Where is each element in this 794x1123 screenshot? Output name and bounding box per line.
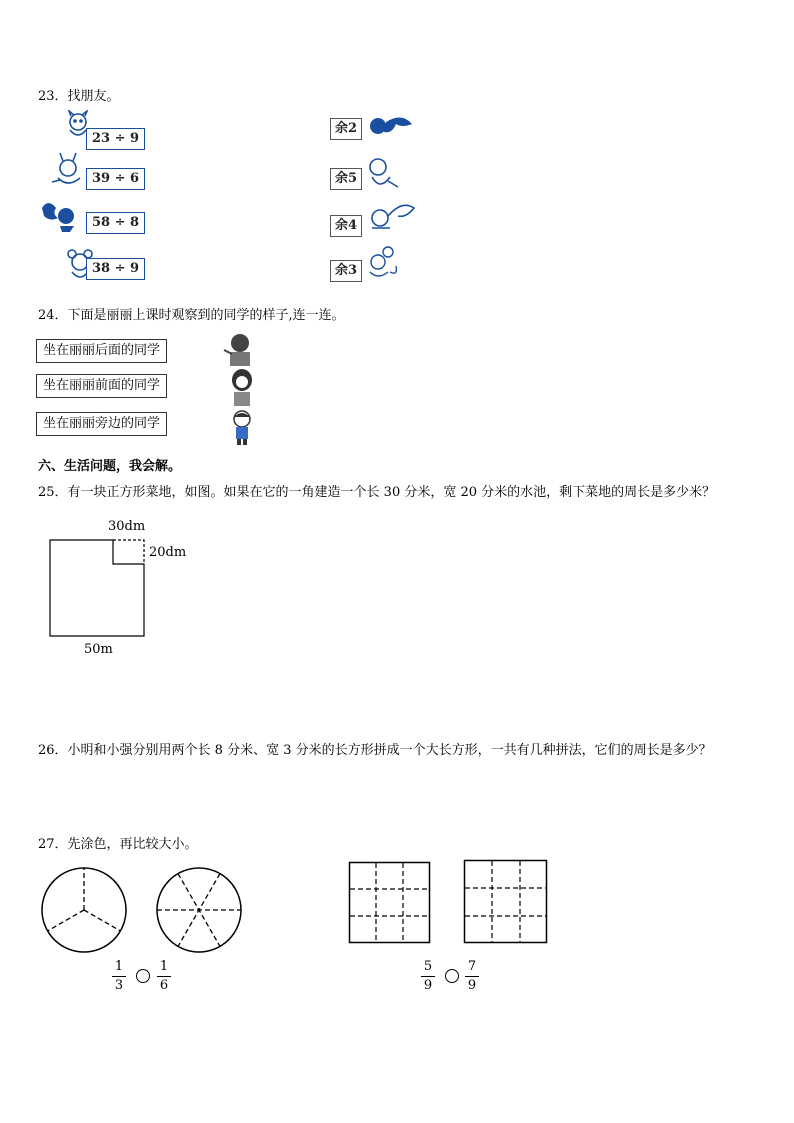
rabbit-icon [48, 152, 90, 188]
division-card[interactable]: 39 ÷ 6 [86, 168, 145, 190]
square-ninths-diagram-a[interactable] [348, 861, 432, 945]
seat-option-side[interactable]: 坐在丽丽旁边的同学 [36, 412, 167, 436]
rabbit-icon [362, 155, 402, 193]
fraction-seven-ninths: 7 9 [465, 959, 479, 994]
circle-thirds-diagram[interactable] [38, 864, 130, 956]
q27-title: 27．先涂色，再比较大小。 [38, 837, 198, 852]
label-20dm: 20dm [149, 545, 187, 560]
label-30dm: 30dm [108, 519, 146, 534]
fraction-one-sixth: 1 6 [157, 959, 171, 994]
fraction-five-ninths: 5 9 [421, 959, 435, 994]
squirrel-icon [362, 112, 414, 140]
q24-title: 24．下面是丽丽上课时观察到的同学的样子,连一连。 [38, 308, 345, 323]
student-side-icon [226, 409, 258, 445]
remainder-card[interactable]: 余5 [330, 168, 362, 190]
remainder-card[interactable]: 余4 [330, 215, 362, 237]
seat-option-back[interactable]: 坐在丽丽后面的同学 [36, 339, 167, 363]
division-card[interactable]: 23 ÷ 9 [86, 128, 145, 150]
compare-circle[interactable] [136, 969, 150, 983]
division-card[interactable]: 38 ÷ 9 [86, 258, 145, 280]
division-card[interactable]: 58 ÷ 8 [86, 212, 145, 234]
q23-title: 23．找朋友。 [38, 89, 120, 104]
remainder-card[interactable]: 余3 [330, 260, 362, 282]
squirrel-icon [362, 198, 416, 236]
mouse-icon [362, 244, 402, 282]
compare-circle[interactable] [445, 969, 459, 983]
student-back-icon [222, 332, 258, 366]
label-50m: 50m [84, 642, 113, 657]
student-front-girl-icon [226, 368, 258, 406]
squirrel-icon [40, 200, 80, 234]
remainder-card[interactable]: 余2 [330, 118, 362, 140]
q26-title: 26．小明和小强分别用两个长 8 分米、宽 3 分米的长方形拼成一个大长方形，一共有几种拼法，它们的周长是多少？ [38, 743, 712, 758]
fraction-one-third: 1 3 [112, 959, 126, 994]
seat-option-front[interactable]: 坐在丽丽前面的同学 [36, 374, 167, 398]
vegetable-plot-diagram [40, 518, 200, 658]
section-6-heading: 六、生活问题，我会解。 [38, 459, 182, 474]
q25-title: 25．有一块正方形菜地，如图。如果在它的一角建造一个长 30 分米，宽 20 分米的水池，剩下菜地的周长是多少米？ [38, 485, 716, 500]
circle-sixths-diagram[interactable] [153, 864, 245, 956]
square-ninths-diagram-b[interactable] [463, 859, 549, 945]
